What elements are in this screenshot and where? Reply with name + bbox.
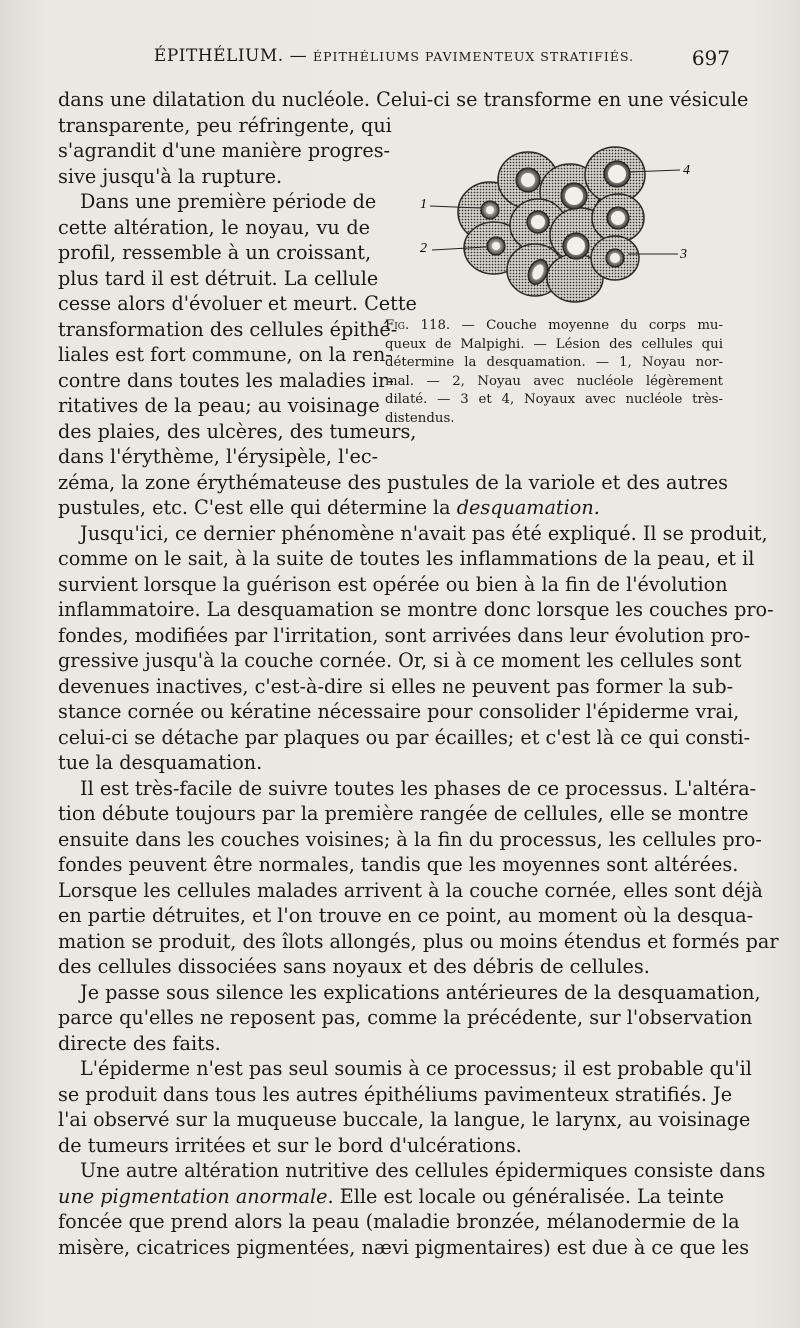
text-line: ritatives de la peau; au voisinage xyxy=(58,394,380,417)
emphasis-desquamation: desquamation. xyxy=(456,496,600,519)
text-line: stance cornée ou kératine nécessaire pour consolider l'épiderme vrai, xyxy=(58,700,740,723)
text-line: dans l'érythème, l'érysipèle, l'ec- xyxy=(58,445,379,468)
running-head-main: ÉPITHÉLIUM. xyxy=(153,46,284,66)
text-line: comme on le sait, à la suite de toutes les inflammations de la peau, et il xyxy=(58,547,755,570)
text-line: zéma, la zone érythémateuse des pustules de la variole et des autres xyxy=(58,470,728,494)
text-line: survient lorsque la guérison est opérée ou bien à la fin de l'évolution xyxy=(58,572,728,596)
text-line: se produit dans tous les autres épithéliums pavimenteux stratifiés. Je xyxy=(58,1082,733,1106)
text-span: . Elle est locale ou généralisée. La teinte xyxy=(327,1184,724,1208)
figure-118 xyxy=(410,140,730,320)
running-head xyxy=(58,46,730,76)
text-line: transparente, peu réfringente, qui xyxy=(58,113,392,137)
text-line: liales est fort commune, on la ren- xyxy=(58,343,392,366)
page-number: 697 xyxy=(691,46,730,70)
text-line: Dans une première période de xyxy=(80,190,377,213)
body-text xyxy=(58,470,779,1261)
caption-line xyxy=(385,317,723,336)
text-line: Il est très-facile de suivre toutes les phases de ce processus. L'altéra- xyxy=(80,776,757,800)
text-line: plus tard il est détruit. La cellule xyxy=(58,266,379,290)
text-line: en partie détruites, et l'on trouve en ce point, au moment où la desqua- xyxy=(58,904,754,927)
text-line: transformation des cellules épithé- xyxy=(58,317,398,341)
text-line: tue la desquamation. xyxy=(58,751,263,774)
text-line: cette altération, le noyau, vu de xyxy=(58,215,370,239)
top-line-block xyxy=(58,87,749,113)
text-line: foncée que prend alors la peau (maladie bronzée, mélanodermie de la xyxy=(58,1210,740,1233)
text-line: celui-ci se détache par plaques ou par écailles; et c'est là ce qui consti- xyxy=(58,725,751,749)
text-line: devenues inactives, c'est-à-dire si elles ne peuvent pas former la sub- xyxy=(58,674,734,698)
figure-caption xyxy=(385,317,723,428)
text-line: de tumeurs irritées et sur le bord d'ulcérations. xyxy=(58,1133,522,1157)
text-line: profil, ressemble à un croissant, xyxy=(58,241,372,264)
text-line: l'ai observé sur la muqueuse buccale, la langue, le larynx, au voisinage xyxy=(58,1108,751,1131)
text-line: des cellules dissociées sans noyaux et des débris de cellules. xyxy=(58,955,650,978)
figure-number: Fig. 118. — xyxy=(385,318,475,333)
figure-label-3: 3 xyxy=(680,247,687,262)
text-line xyxy=(58,495,724,521)
caption-line: mal. — 2, Noyau avec nucléole légèrement xyxy=(385,373,723,389)
text-line: Je passe sous silence les explications antérieures de la desquamation, xyxy=(80,980,761,1004)
text-line: Lorsque les cellules malades arrivent à la couche cornée, elles sont déjà xyxy=(58,878,763,902)
text-line: misère, cicatrices pigmentées, nævi pigmentaires) est due à ce que les xyxy=(58,1235,750,1259)
cell-illustration xyxy=(410,140,730,320)
text-line: fondes, modifiées par l'irritation, sont arrivées dans leur évolution pro- xyxy=(58,623,751,647)
running-head-title xyxy=(58,46,730,66)
text-line: Une autre altération nutritive des cellules épidermiques consiste dans xyxy=(80,1159,766,1182)
text-line: parce qu'elles ne reposent pas, comme la précédente, sur l'observation xyxy=(58,1006,753,1029)
text-line: directe des faits. xyxy=(58,1031,221,1055)
figure-label-4: 4 xyxy=(683,163,690,178)
text-line: mation se produit, des îlots allongés, plus ou moins étendus et formés par xyxy=(58,929,779,953)
text-line: dans une dilatation du nucléole. Celui-ci se transforme en une vésicule xyxy=(58,88,749,111)
caption-line: détermine la desquamation. — 1, Noyau nor- xyxy=(385,355,723,370)
text-line: sive jusqu'à la rupture. xyxy=(58,164,283,188)
text-span: pustules, etc. C'est elle qui détermine la xyxy=(58,496,457,519)
emphasis-pigmentation: une pigmentation anormale xyxy=(58,1184,328,1208)
caption-text: Couche moyenne du corps mu- xyxy=(486,318,723,333)
text-line: s'agrandit d'une manière progres- xyxy=(58,139,391,162)
left-column-text xyxy=(58,113,417,470)
text-line xyxy=(58,1184,724,1210)
text-line: cesse alors d'évoluer et meurt. Cette xyxy=(58,292,417,315)
text-line: contre dans toutes les maladies ir- xyxy=(58,368,394,392)
cell-cluster xyxy=(458,147,645,302)
caption-line: dilaté. — 3 et 4, Noyaux avec nucléole très- xyxy=(385,392,723,407)
running-head-dash: — xyxy=(283,46,313,66)
text-line: ensuite dans les couches voisines; à la fin du processus, les cellules pro- xyxy=(58,827,762,851)
caption-line: distendus. xyxy=(385,410,455,426)
text-line: L'épiderme n'est pas seul soumis à ce processus; il est probable qu'il xyxy=(80,1057,752,1080)
running-head-sub: ÉPITHÉLIUMS PAVIMENTEUX STRATIFIÉS. xyxy=(313,49,635,64)
figure-label-1: 1 xyxy=(420,197,427,212)
caption-line: queux de Malpighi. — Lésion des cellules qui xyxy=(385,336,723,352)
text-line: tion débute toujours par la première rangée de cellules, elle se montre xyxy=(58,802,749,825)
text-line: inflammatoire. La desquamation se montre donc lorsque les couches pro- xyxy=(58,598,774,621)
text-line: gressive jusqu'à la couche cornée. Or, si à ce moment les cellules sont xyxy=(58,649,742,672)
text-line: Jusqu'ici, ce dernier phénomène n'avait pas été expliqué. Il se produit, xyxy=(80,521,768,545)
text-line: des plaies, des ulcères, des tumeurs, xyxy=(58,419,417,443)
figure-label-2: 2 xyxy=(420,241,427,256)
text-line: fondes peuvent être normales, tandis que les moyennes sont altérées. xyxy=(58,853,739,876)
